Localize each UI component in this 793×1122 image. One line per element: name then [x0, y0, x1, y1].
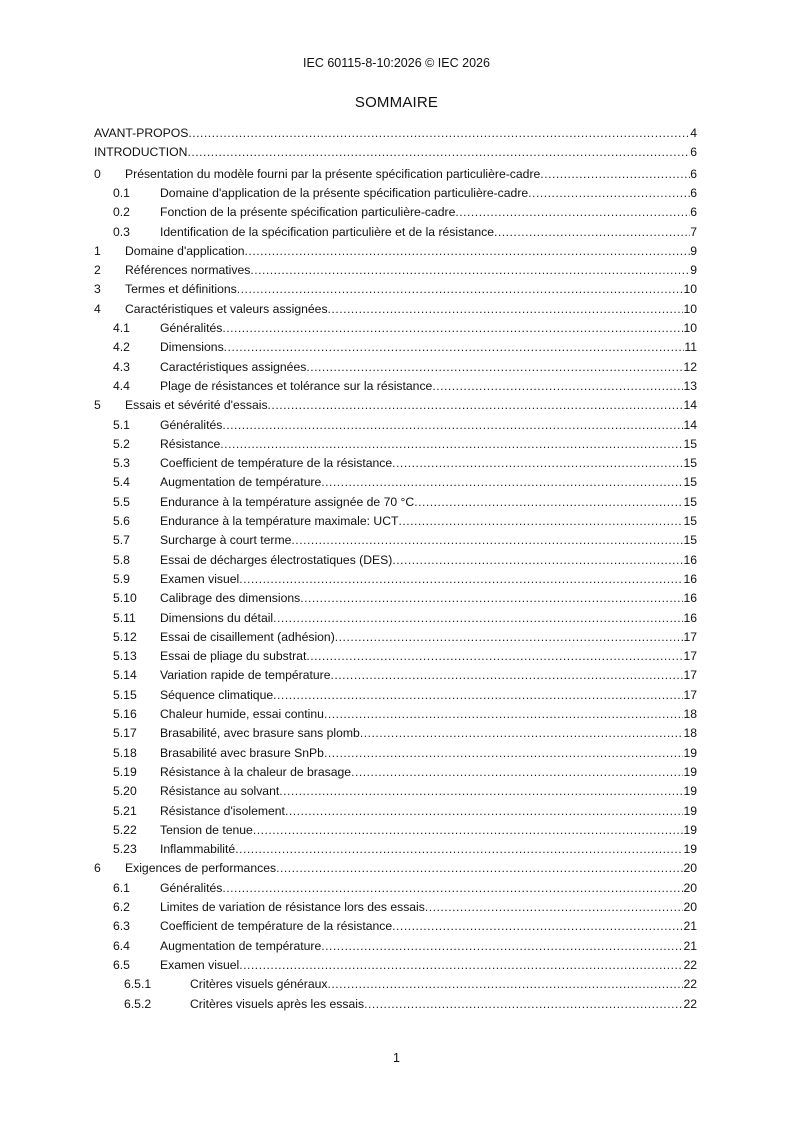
- toc-entry-title[interactable]: Exigences de performances: [125, 861, 277, 876]
- toc-entry-page: 7: [690, 224, 697, 239]
- toc-entry-title[interactable]: Examen visuel: [160, 957, 240, 972]
- toc-entry-page: 17: [683, 649, 697, 664]
- toc-entry[interactable]: [94, 628, 697, 646]
- dot-leader: [360, 724, 684, 742]
- toc-entry-number: 5.12: [113, 629, 137, 644]
- toc-entry-title[interactable]: Essai de pliage du substrat: [160, 649, 307, 664]
- toc-entry-number: 5.1: [113, 417, 130, 432]
- toc-entry-number: 4.1: [113, 321, 130, 335]
- toc-entry-title[interactable]: Résistance à la chaleur de brasage: [160, 764, 352, 779]
- toc-entry[interactable]: [94, 551, 697, 569]
- toc-entry-page: 14: [683, 417, 697, 432]
- dot-leader: [250, 261, 690, 279]
- toc-entry[interactable]: [94, 203, 697, 221]
- toc-entry[interactable]: [94, 493, 697, 511]
- toc-entry-page: 6: [690, 205, 697, 220]
- toc-entry-number: 0.1: [113, 185, 130, 200]
- toc-entry-title[interactable]: Termes et définitions: [125, 282, 237, 297]
- toc-title: SOMMAIRE: [354, 94, 439, 111]
- toc-entry-title[interactable]: Brasabilité avec brasure SnPb: [160, 745, 324, 760]
- toc-entry-title[interactable]: Généralités: [160, 417, 223, 432]
- toc-entry-number: 5.4: [113, 475, 130, 490]
- toc-entry-page: 12: [683, 359, 697, 374]
- dot-leader: [220, 435, 683, 453]
- dot-leader: [239, 956, 683, 974]
- toc-entry-title[interactable]: Augmentation de température: [160, 938, 322, 953]
- toc-entry-number: 1: [94, 243, 101, 258]
- dot-leader: [392, 551, 683, 569]
- toc-entry-title[interactable]: Augmentation de température: [160, 475, 322, 490]
- toc-entry[interactable]: [94, 782, 697, 800]
- dot-leader: [224, 338, 685, 356]
- toc-entry-title[interactable]: Identification de la spécification particulière et de la résistance: [160, 224, 494, 239]
- toc-entry-number: 6.5.1: [124, 977, 152, 992]
- toc-entry-page: 16: [683, 610, 697, 625]
- toc-entry-number: 4: [94, 301, 101, 316]
- dot-leader: [331, 666, 684, 684]
- toc-entry-title[interactable]: Critères visuels après les essais: [190, 996, 365, 1011]
- toc-entry-title[interactable]: Présentation du modèle fourni par la présente spécification particulière-cadre: [125, 166, 541, 181]
- toc-entry-number: 5.5: [113, 494, 130, 509]
- toc-entry-title[interactable]: Endurance à la température assignée de 70 °C: [160, 494, 415, 509]
- toc-entry-title[interactable]: Surcharge à court terme: [160, 533, 292, 548]
- toc-entry-page: 9: [690, 263, 697, 278]
- toc-entry-page: 6: [690, 145, 697, 160]
- dot-leader: [276, 859, 683, 877]
- toc-entry-number: 5.8: [113, 552, 130, 567]
- toc-entry-number: 6.2: [113, 900, 130, 914]
- toc-entry-title[interactable]: Caractéristiques et valeurs assignées: [125, 301, 328, 316]
- toc-entry[interactable]: [94, 338, 697, 356]
- toc-entry[interactable]: [94, 184, 697, 202]
- toc-entry[interactable]: [94, 261, 697, 279]
- toc-entry-title[interactable]: Essai de cisaillement (adhésion): [160, 629, 335, 644]
- toc-entry-title[interactable]: Examen visuel: [160, 571, 240, 586]
- toc-entry[interactable]: [94, 300, 697, 318]
- toc-entry-title[interactable]: Fonction de la présente spécification particulière-cadre: [160, 205, 456, 220]
- dot-leader: [455, 203, 690, 221]
- toc-entry[interactable]: [94, 416, 697, 434]
- toc-entry-page: 17: [683, 687, 697, 702]
- toc-entry-page: 15: [683, 514, 697, 528]
- toc-entry[interactable]: [94, 512, 697, 530]
- toc-entry-title[interactable]: Plage de résistances et tolérance sur la résistance: [160, 378, 433, 393]
- toc-entry-number: 4.2: [113, 340, 130, 355]
- toc-entry[interactable]: [94, 705, 697, 723]
- page-number: 1: [393, 1051, 400, 1065]
- toc-entry-number: 5.17: [113, 726, 137, 741]
- toc-entry-number: 4.3: [113, 359, 130, 374]
- toc-entry-page: 20: [683, 880, 697, 895]
- toc-entry-number: 5.6: [113, 514, 130, 528]
- toc-entry-page: 21: [683, 919, 697, 934]
- dot-leader: [321, 937, 683, 955]
- dot-leader: [306, 647, 683, 665]
- toc-entry[interactable]: [94, 744, 697, 762]
- dot-leader: [239, 570, 683, 588]
- toc-entry-title[interactable]: Coefficient de température de la résistance: [160, 919, 393, 934]
- toc-entry-page: 15: [683, 436, 697, 451]
- toc-entry[interactable]: [94, 840, 697, 858]
- dot-leader: [268, 396, 684, 414]
- dot-leader: [273, 686, 683, 704]
- dot-leader: [300, 589, 683, 607]
- dot-leader: [328, 975, 684, 993]
- toc-entry[interactable]: [94, 358, 697, 376]
- toc-entry[interactable]: [94, 165, 697, 183]
- dot-leader: [425, 898, 684, 916]
- toc-entry-title[interactable]: Coefficient de température de la résistance: [160, 456, 393, 471]
- toc-entry-title[interactable]: Brasabilité, avec brasure sans plomb: [160, 726, 360, 741]
- toc-entry-number: 5.23: [113, 842, 137, 857]
- dot-leader: [414, 493, 683, 511]
- toc-entry-page: 20: [683, 861, 697, 876]
- toc-entry-page: 16: [683, 591, 697, 606]
- dot-leader: [306, 358, 683, 376]
- toc-entry-page: 19: [683, 745, 697, 760]
- dot-leader: [222, 416, 683, 434]
- toc-entry-page: 22: [683, 996, 697, 1011]
- toc-entry-page: 16: [683, 552, 697, 567]
- dot-leader: [273, 609, 683, 627]
- dot-leader: [528, 184, 690, 202]
- dot-leader: [187, 143, 690, 161]
- toc-entry-page: 11: [684, 340, 697, 355]
- dot-leader: [285, 802, 683, 820]
- dot-leader: [324, 705, 683, 723]
- toc-entry-title[interactable]: Caractéristiques assignées: [160, 359, 307, 374]
- toc-entry-page: 22: [683, 957, 697, 972]
- toc-entry-page: 20: [683, 900, 697, 914]
- toc-entry-page: 21: [683, 938, 697, 953]
- dot-leader: [245, 242, 691, 260]
- toc-entry-title[interactable]: Généralités: [160, 880, 223, 895]
- toc-entry-number: 2: [94, 263, 101, 278]
- toc-entry-title[interactable]: Tension de tenue: [160, 822, 253, 837]
- toc-entry-page: 10: [683, 301, 697, 316]
- toc-entry-number: 5.10: [113, 591, 137, 606]
- toc-entry[interactable]: [94, 435, 697, 453]
- toc-entry-page: 13: [683, 378, 697, 393]
- toc-entry-page: 15: [683, 533, 697, 548]
- toc-entry-number: 5.22: [113, 822, 137, 837]
- toc-entry-title[interactable]: Résistance au solvant: [160, 784, 280, 799]
- toc-entry-number: 6.3: [113, 919, 130, 934]
- dot-leader: [392, 454, 683, 472]
- toc-entry-title[interactable]: Inflammabilité: [160, 842, 236, 857]
- dot-leader: [235, 840, 683, 858]
- toc-entry-number: 5.16: [113, 707, 137, 721]
- toc-entry-number: 5.11: [113, 610, 136, 625]
- toc-entry[interactable]: [94, 242, 697, 260]
- toc-entry-number: 6.1: [113, 880, 130, 895]
- toc-entry[interactable]: [94, 686, 697, 704]
- toc-entry-number: 6: [94, 861, 101, 876]
- toc-entry-number: 5.15: [113, 687, 137, 702]
- toc-entry-number: 4.4: [113, 378, 130, 393]
- toc-entry[interactable]: [94, 995, 697, 1013]
- toc-entry-title[interactable]: Chaleur humide, essai continu: [160, 707, 324, 721]
- document-header: IEC 60115-8-10:2026 © IEC 2026: [303, 56, 490, 70]
- toc-entry[interactable]: [94, 280, 697, 298]
- toc-entry-page: 10: [683, 282, 697, 297]
- toc-entry[interactable]: [94, 666, 697, 684]
- toc-entry-page: 19: [683, 764, 697, 779]
- toc-entry-page: 19: [683, 784, 697, 799]
- toc-entry-page: 15: [683, 494, 697, 509]
- dot-leader: [432, 377, 683, 395]
- toc-entry-page: 10: [683, 321, 697, 335]
- dot-leader: [253, 821, 684, 839]
- toc-entry[interactable]: [94, 223, 697, 241]
- toc-entry[interactable]: [94, 802, 697, 820]
- toc-entry-page: 6: [690, 185, 697, 200]
- toc-entry-title[interactable]: Domaine d'application de la présente spécification particulière-cadre: [160, 185, 529, 200]
- dot-leader: [392, 917, 683, 935]
- toc-entry-page: 4: [690, 126, 697, 140]
- toc-entry-title[interactable]: Résistance d'isolement: [160, 803, 285, 818]
- toc-entry-number: 6.5: [113, 957, 130, 972]
- toc-entry[interactable]: [94, 396, 697, 414]
- dot-leader: [279, 782, 683, 800]
- toc-entry-number: 5.3: [113, 456, 130, 471]
- toc-entry-title[interactable]: Dimensions du détail: [160, 610, 274, 625]
- toc-entry[interactable]: [94, 570, 697, 588]
- toc-entry-number: 0.2: [113, 205, 130, 220]
- toc-entry[interactable]: [94, 975, 697, 993]
- toc-entry[interactable]: [94, 454, 697, 472]
- toc-entry-title[interactable]: Essais et sévérité d'essais: [125, 398, 268, 413]
- dot-leader: [328, 300, 684, 318]
- toc-entry[interactable]: [94, 143, 697, 161]
- toc-entry-title[interactable]: Domaine d'application: [125, 243, 245, 258]
- toc-entry-title[interactable]: Séquence climatique: [160, 687, 274, 702]
- toc-entry[interactable]: [94, 879, 697, 897]
- dot-leader: [291, 531, 683, 549]
- toc-entry-page: 22: [683, 977, 697, 992]
- toc-entry[interactable]: [94, 859, 697, 877]
- toc-entry-page: 17: [683, 629, 697, 644]
- toc-entry-number: 5: [94, 398, 101, 413]
- toc-entry-page: 18: [683, 726, 697, 741]
- toc-entry-title[interactable]: Généralités: [160, 321, 223, 335]
- toc-entry-title[interactable]: Critères visuels généraux: [190, 977, 328, 992]
- toc-entry-title[interactable]: Limites de variation de résistance lors des essais: [160, 900, 425, 914]
- toc-entry-number: 5.14: [113, 668, 137, 683]
- toc-entry-page: 15: [683, 475, 697, 490]
- toc-entry[interactable]: [94, 589, 697, 607]
- toc-entry[interactable]: [94, 763, 697, 781]
- toc-entry-page: 14: [683, 398, 697, 413]
- toc-entry-title[interactable]: INTRODUCTION: [94, 145, 188, 160]
- toc-entry-number: 5.21: [113, 803, 137, 818]
- toc-entry-title[interactable]: Endurance à la température maximale: UCT: [160, 514, 399, 528]
- toc-entry[interactable]: [94, 917, 697, 935]
- toc-entry-number: 5.2: [113, 436, 130, 451]
- dot-leader: [321, 473, 683, 491]
- toc-entry-number: 6.5.2: [124, 996, 152, 1011]
- dot-leader: [188, 124, 690, 142]
- toc-entry-page: 17: [683, 668, 697, 683]
- dot-leader: [237, 280, 684, 298]
- toc-entry-number: 5.13: [113, 649, 137, 664]
- toc-entry[interactable]: [94, 319, 697, 337]
- toc-entry[interactable]: [94, 821, 697, 839]
- dot-leader: [364, 995, 683, 1013]
- toc-entry-title[interactable]: Calibrage des dimensions: [160, 591, 301, 606]
- dot-leader: [351, 763, 683, 781]
- toc-entry-number: 3: [94, 282, 101, 297]
- toc-entry-page: 19: [683, 842, 697, 857]
- toc-entry-page: 16: [683, 571, 697, 586]
- toc-entry-page: 6: [690, 166, 697, 181]
- toc-entry[interactable]: [94, 898, 697, 916]
- toc-entry-page: 19: [683, 803, 697, 818]
- dot-leader: [540, 165, 690, 183]
- toc-entry[interactable]: [94, 647, 697, 665]
- toc-entry[interactable]: [94, 724, 697, 742]
- dot-leader: [335, 628, 684, 646]
- toc-entry[interactable]: [94, 956, 697, 974]
- toc-entry[interactable]: [94, 377, 697, 395]
- toc-entry-page: 15: [683, 456, 697, 471]
- toc-entry-title[interactable]: Variation rapide de température: [160, 668, 331, 683]
- toc-entry[interactable]: [94, 124, 697, 142]
- toc-entry-number: 5.9: [113, 571, 130, 586]
- toc-entry[interactable]: [94, 937, 697, 955]
- dot-leader: [222, 319, 683, 337]
- toc-entry-number: 0.3: [113, 224, 130, 239]
- toc-entry-number: 0: [94, 166, 101, 181]
- toc-entry-number: 5.20: [113, 784, 137, 799]
- dot-leader: [494, 223, 690, 241]
- toc-entry-number: 5.19: [113, 764, 137, 779]
- toc-entry-page: 9: [690, 243, 697, 258]
- toc-entry-title[interactable]: Dimensions: [160, 340, 224, 355]
- toc-entry-title[interactable]: Essai de décharges électrostatiques (DES): [160, 552, 393, 567]
- toc-entry-title[interactable]: AVANT-PROPOS: [94, 126, 189, 140]
- dot-leader: [222, 879, 683, 897]
- toc-entry-number: 5.7: [113, 533, 130, 548]
- toc-entry[interactable]: [94, 609, 697, 627]
- dot-leader: [324, 744, 683, 762]
- toc-entry[interactable]: [94, 473, 697, 491]
- toc-entry-number: 5.18: [113, 745, 137, 760]
- toc-entry-number: 6.4: [113, 938, 130, 953]
- toc-entry-title[interactable]: Références normatives: [125, 263, 251, 278]
- toc-entry-page: 19: [683, 822, 697, 837]
- toc-entry-page: 18: [683, 707, 697, 721]
- toc-entry[interactable]: [94, 531, 697, 549]
- dot-leader: [398, 512, 683, 530]
- toc-entry-title[interactable]: Résistance: [160, 436, 221, 451]
